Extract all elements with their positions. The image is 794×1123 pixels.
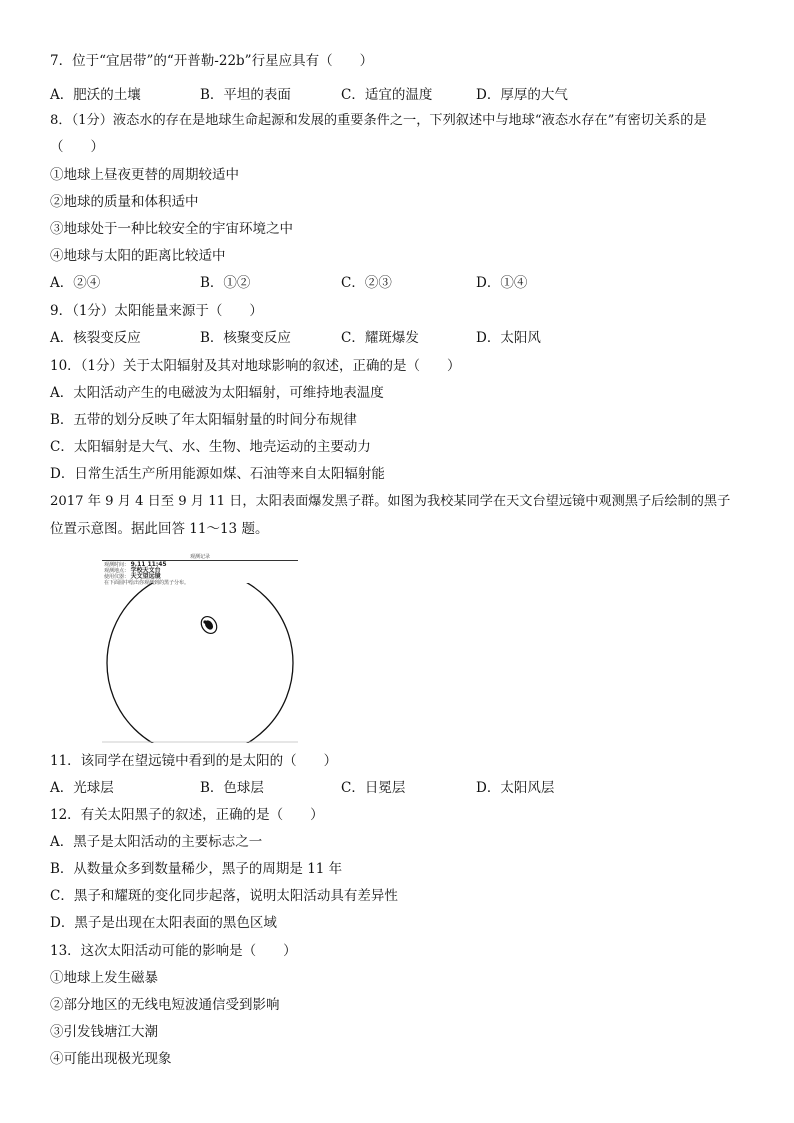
q13-statement-3: ③引发钱塘江大潮 <box>50 1024 158 1040</box>
q7-option-d: D．厚厚的大气 <box>476 87 568 103</box>
q12-option-a: A．黑子是太阳活动的主要标志之一 <box>50 834 263 850</box>
q12-option-b: B．从数量众多到数量稀少，黑子的周期是 11 年 <box>50 861 343 877</box>
q8-stem-line1: 8．（1分）液态水的存在是地球生命起源和发展的重要条件之一，下列叙述中与地球“液态水存在”有密切关系的是 <box>50 113 707 128</box>
q13-statement-1: ①地球上发生磁暴 <box>50 970 158 986</box>
q10-stem: 10．（1分）关于太阳辐射及其对地球影响的叙述，正确的是（ ） <box>50 358 461 374</box>
figure-title: 观测记录 <box>189 554 210 560</box>
q7-option-b: B．平坦的表面 <box>200 87 291 103</box>
q11-option-d: D．太阳风层 <box>476 780 555 796</box>
q12-stem: 12．有关太阳黑子的叙述，正确的是（ ） <box>50 807 324 823</box>
q13-statement-2: ②部分地区的无线电短波通信受到影响 <box>50 997 280 1013</box>
figure-row-instrument-value: 天文望远镜 <box>130 573 161 580</box>
q10-option-a: A．太阳活动产生的电磁波为太阳辐射，可维持地表温度 <box>50 385 384 401</box>
q7-stem: 7．位于“宜居带”的“开普勒-22b”行星应具有（ ） <box>50 53 374 69</box>
q13-statement-4: ④可能出现极光现象 <box>50 1051 172 1067</box>
q8-statement-2: ②地球的质量和体积适中 <box>50 194 199 210</box>
q8-option-c: C．②③ <box>341 275 392 291</box>
passage-line2: 位置示意图。据此回答 11～13 题。 <box>50 521 269 537</box>
q8-option-b: B．①② <box>200 275 251 291</box>
q10-option-d: D．日常生活生产所用能源如煤、石油等来自太阳辐射能 <box>50 466 385 482</box>
q8-option-d: D．①④ <box>476 275 528 291</box>
figure-row-place-label: 观测地点： <box>104 568 130 574</box>
q8-option-a: A．②④ <box>50 275 101 291</box>
q13-stem: 13．这次太阳活动可能的影响是（ ） <box>50 943 297 959</box>
figure-row-time-value: 9.11 11:45 <box>130 561 167 568</box>
q11-option-b: B．色球层 <box>200 780 264 796</box>
q9-option-a: A．核裂变反应 <box>50 330 141 346</box>
figure-row-instruction: 在下面圆中绘出你观测到的黑子分布。 <box>104 580 190 586</box>
q9-stem: 9．（1分）太阳能量来源于（ ） <box>50 303 263 319</box>
sun-disk-drawing <box>102 583 298 743</box>
q11-option-c: C．日冕层 <box>341 780 406 796</box>
q8-stem-line2: （ ） <box>50 139 104 155</box>
q9-option-d: D．太阳风 <box>476 330 541 346</box>
q9-option-b: B．核聚变反应 <box>200 330 291 346</box>
sunspot-small <box>203 620 206 623</box>
q7-option-c: C．适宜的温度 <box>341 87 433 103</box>
q8-statement-3: ③地球处于一种比较安全的宇宙环境之中 <box>50 221 293 237</box>
q11-stem: 11．该同学在望远镜中看到的是太阳的（ ） <box>50 753 338 769</box>
figure-row-place-value: 学校天文台 <box>130 567 161 574</box>
q10-option-b: B．五带的划分反映了年太阳辐射量的时间分布规律 <box>50 412 357 428</box>
figure-row-time-label: 观测时间： <box>104 562 130 568</box>
q8-statement-4: ④地球与太阳的距离比较适中 <box>50 248 226 264</box>
figure-row-instrument-label: 使用仪器： <box>104 574 130 580</box>
q9-option-c: C．耀斑爆发 <box>341 330 419 346</box>
sun-disk-outline <box>107 583 293 743</box>
passage-line1: 2017 年 9 月 4 日至 9 月 11 日，太阳表面爆发黑子群。如图为我校某同学在天文台望远镜中观测黑子后绘制的黑子 <box>50 494 731 509</box>
q11-option-a: A．光球层 <box>50 780 114 796</box>
q7-option-a: A．肥沃的土壤 <box>50 87 141 103</box>
q8-statement-1: ①地球上昼夜更替的周期较适中 <box>50 167 239 183</box>
sunspot-observation-figure <box>102 553 298 743</box>
sunspot-group <box>198 614 220 637</box>
q10-option-c: C．太阳辐射是大气、水、生物、地壳运动的主要动力 <box>50 439 371 455</box>
q12-option-c: C．黑子和耀斑的变化同步起落，说明太阳活动具有差异性 <box>50 888 398 904</box>
q12-option-d: D．黑子是出现在太阳表面的黑色区域 <box>50 915 277 931</box>
